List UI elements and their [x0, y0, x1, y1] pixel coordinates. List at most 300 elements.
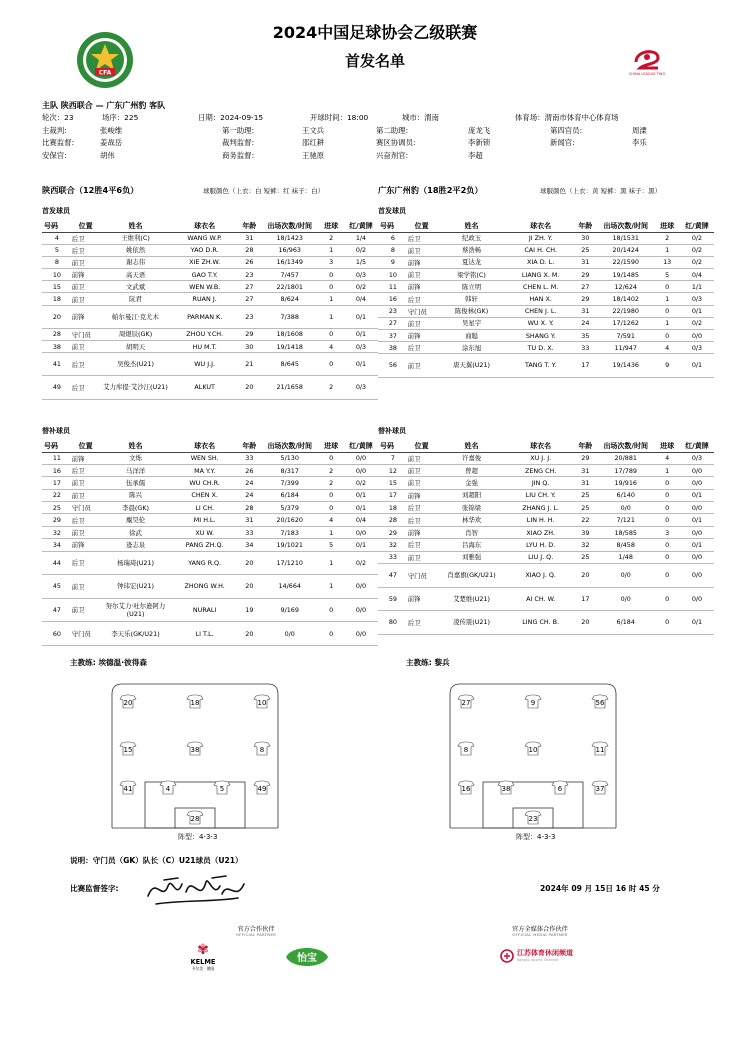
- col-position: 前卫: [72, 477, 100, 489]
- col-goals: 4: [654, 342, 680, 354]
- cfa-logo: [75, 30, 135, 90]
- jersey-number: 38: [501, 785, 511, 793]
- col-shirt-name: CHEN X.: [172, 489, 238, 501]
- away-player-shirt: [552, 781, 568, 794]
- away-team-title: 广东广州豹（18胜2平2负）: [378, 185, 483, 195]
- table-header-row: [42, 440, 378, 452]
- col-number: 32: [378, 539, 408, 551]
- col-cards: 0/0: [680, 464, 714, 476]
- table-row: [378, 232, 714, 244]
- jersey-number: 8: [463, 746, 469, 754]
- col-apps: 8/645: [261, 353, 318, 376]
- col-position: 前卫: [72, 598, 100, 622]
- col-cards: 0/0: [344, 452, 378, 464]
- col-position: 前卫: [408, 452, 436, 464]
- col-name: 钟玮宏(U21): [99, 575, 171, 599]
- away-player-shirt: [498, 781, 514, 794]
- col-position: 后卫: [72, 232, 100, 244]
- table-row: [378, 477, 714, 489]
- jersey-number: 23: [528, 815, 538, 823]
- col-shirt-name: XIAO ZH.: [508, 526, 574, 538]
- col-age: 21: [238, 353, 261, 376]
- col-apps: 6/184: [597, 611, 654, 635]
- doping-officer-label: 兴奋剂官:: [376, 150, 409, 160]
- jersey-number: 10: [257, 699, 267, 707]
- table-row: [42, 489, 378, 501]
- table-row: [378, 539, 714, 551]
- col-cards: 0/4: [344, 293, 378, 305]
- col-goals: 0: [654, 587, 680, 611]
- col-cards: 0/0: [344, 526, 378, 538]
- jiangsu-sports-logo: [500, 946, 590, 970]
- col-cards: 0/2: [680, 256, 714, 268]
- col-apps: 16/1349: [261, 256, 318, 268]
- col-goals: 1: [318, 305, 344, 328]
- col-goals: 0: [318, 502, 344, 514]
- col-age: 22: [574, 514, 597, 526]
- col-age: 20: [238, 376, 261, 399]
- col-cards: 0/0: [680, 502, 714, 514]
- match-date: 日期：2024-09-15: [198, 113, 264, 122]
- away-kit-colors: 球服颜色（上衣：黄 短裤：黑 袜子：黑）: [540, 187, 662, 195]
- col-apps: 16/963: [261, 244, 318, 256]
- col-cards: 0/2: [344, 281, 378, 293]
- media-partner-sublabel: OFFICIAL MEDIA PARTNER: [512, 932, 568, 937]
- col-age: 26: [238, 464, 261, 476]
- jersey-number: 20: [123, 699, 133, 707]
- press-officer-label: 新闻官:: [550, 138, 575, 147]
- col-position: 前卫: [408, 464, 436, 476]
- col-name: 蔡浩畅: [435, 244, 507, 256]
- col-name: 商聪: [435, 330, 507, 342]
- away-player-shirt: [458, 742, 474, 755]
- col-age: 33: [574, 342, 597, 354]
- col-apps: 8/458: [597, 539, 654, 551]
- col-shirt-name: ZHANG J. L.: [508, 502, 574, 514]
- col-name-header: 姓名: [435, 220, 507, 232]
- col-name-header: 姓名: [99, 440, 171, 452]
- col-apps: 19/916: [597, 477, 654, 489]
- col-shirt-name: ZENG CH.: [508, 464, 574, 476]
- col-number-header: 号码: [42, 220, 72, 232]
- col-apps: 8/624: [261, 293, 318, 305]
- col-apps: 17/1210: [261, 551, 318, 575]
- col-age-header: 年龄: [574, 220, 597, 232]
- col-goals: 13: [654, 256, 680, 268]
- col-age: 24: [238, 477, 261, 489]
- col-age: 25: [574, 551, 597, 563]
- col-number: 41: [42, 353, 72, 376]
- table-row: [42, 598, 378, 622]
- jiangsu-sports-subtext: Jiangsu Sports Channel: [517, 958, 559, 962]
- home-team-title: 陕西联合（12胜4平6负）: [42, 185, 139, 195]
- col-position: 前锋: [72, 269, 100, 281]
- col-cards: 0/0: [344, 464, 378, 476]
- col-cards: 0/1: [680, 611, 714, 635]
- col-apps: 7/457: [261, 269, 318, 281]
- col-apps: 19/1485: [597, 269, 654, 281]
- col-name: 曾超: [435, 464, 507, 476]
- col-age: 39: [574, 526, 597, 538]
- home-coach: 主教练: 埃德温·彼得森: [70, 658, 147, 667]
- col-name: 陈立明: [435, 281, 507, 293]
- col-position: 前卫: [408, 477, 436, 489]
- col-cards: 0/0: [680, 477, 714, 489]
- table-row: [378, 293, 714, 305]
- col-shirt-name: LIU J. Q.: [508, 551, 574, 563]
- table-row: [42, 269, 378, 281]
- col-shirt-name: TANG T. Y.: [508, 354, 574, 377]
- jersey-number: 6: [557, 785, 563, 793]
- col-age: 25: [574, 244, 597, 256]
- col-apps-header: 出场次数/时间: [261, 220, 318, 232]
- col-position: 后卫: [408, 232, 436, 244]
- page-title: 2024中国足球协会乙级联赛: [272, 23, 478, 42]
- col-age: 20: [574, 611, 597, 635]
- col-cards: 0/2: [680, 232, 714, 244]
- col-number: 7: [378, 452, 408, 464]
- col-name: 艾楚维(U21): [435, 587, 507, 611]
- league-logo: [628, 44, 666, 76]
- col-goals: 2: [318, 477, 344, 489]
- press-officer-name: 李乐: [632, 138, 647, 147]
- col-number: 16: [42, 464, 72, 476]
- col-age: 23: [238, 305, 261, 328]
- home-goalkeeper-shirt: [187, 811, 203, 824]
- home-starters-label: 首发球员: [42, 207, 70, 215]
- col-apps-header: 出场次数/时间: [597, 220, 654, 232]
- col-apps-header: 出场次数/时间: [597, 440, 654, 452]
- table-row: [42, 464, 378, 476]
- table-row: [378, 256, 714, 268]
- col-number: 27: [378, 317, 408, 329]
- col-shirt-name: LI T.L.: [172, 622, 238, 646]
- col-number: 15: [378, 477, 408, 489]
- col-age: 31: [574, 256, 597, 268]
- signature-time: 2024年 09 月 15日 16 时 45 分: [540, 884, 660, 893]
- col-number: 28: [42, 328, 72, 340]
- col-shirt-name: LYU H. D.: [508, 539, 574, 551]
- col-cards: 0/1: [680, 514, 714, 526]
- jersey-number: 18: [190, 699, 200, 707]
- col-goals: 0: [654, 611, 680, 635]
- col-goals: 1: [318, 551, 344, 575]
- table-row: [378, 317, 714, 329]
- col-number: 29: [378, 526, 408, 538]
- col-shirt-name-header: 球衣名: [508, 220, 574, 232]
- col-shirt-name: WU X. Y.: [508, 317, 574, 329]
- col-shirt-name: JIN Q.: [508, 477, 574, 489]
- col-position: 后卫: [72, 353, 100, 376]
- col-apps: 18/585: [597, 526, 654, 538]
- col-shirt-name: WEN W.B.: [172, 281, 238, 293]
- col-apps: 1/48: [597, 551, 654, 563]
- col-cards: 0/0: [344, 598, 378, 622]
- col-age: 27: [238, 293, 261, 305]
- col-goals: 1: [318, 244, 344, 256]
- col-goals: 0: [654, 564, 680, 588]
- kelme-paw-icon: ✾: [197, 942, 209, 958]
- col-age: 29: [574, 293, 597, 305]
- col-age: 23: [238, 269, 261, 281]
- jersey-number: 16: [461, 785, 471, 793]
- commissioner-signature: [142, 866, 252, 910]
- match-teams-line: 主队 陕西联合 — 广东广州豹 客队: [42, 101, 166, 110]
- col-position: 后卫: [72, 551, 100, 575]
- col-number: 80: [378, 611, 408, 635]
- col-age: 19: [238, 598, 261, 622]
- table-row: [378, 464, 714, 476]
- col-position: 守门员: [408, 305, 436, 317]
- col-shirt-name: ZHONG W.H.: [172, 575, 238, 599]
- jersey-number: 11: [595, 746, 605, 754]
- col-cards: 0/3: [344, 269, 378, 281]
- table-row: [42, 539, 378, 551]
- col-apps: 7/388: [261, 305, 318, 328]
- col-name: 吴星宇: [435, 317, 507, 329]
- col-position: 前卫: [408, 551, 436, 563]
- col-apps: 0/0: [597, 564, 654, 588]
- col-name: 陈俊林(GK): [435, 305, 507, 317]
- col-shirt-name-header: 球衣名: [508, 440, 574, 452]
- col-goals: 4: [654, 452, 680, 464]
- col-goals: 1: [654, 317, 680, 329]
- col-name: 涂东旭: [435, 342, 507, 354]
- col-position: 前卫: [408, 317, 436, 329]
- col-name: 胡明天: [99, 340, 171, 352]
- table-row: [42, 526, 378, 538]
- table-row: [42, 244, 378, 256]
- kelme-subtext: 卡尔美 · 德国: [191, 966, 215, 971]
- media-partner-label: 官方全媒体合作伙伴: [512, 926, 568, 933]
- col-goals: 0: [318, 269, 344, 281]
- col-apps: 7/591: [597, 330, 654, 342]
- commercial-name: 王驰原: [302, 150, 325, 160]
- col-number: 59: [378, 587, 408, 611]
- col-apps: 0/0: [261, 622, 318, 646]
- ar2-name: 庞龙飞: [468, 125, 491, 135]
- col-apps: 17/1262: [597, 317, 654, 329]
- col-goals: 0: [318, 353, 344, 376]
- venue-coordinator-label: 赛区协调员:: [376, 138, 416, 147]
- col-goals: 5: [654, 269, 680, 281]
- col-apps: 20/1424: [597, 244, 654, 256]
- col-age: 26: [238, 256, 261, 268]
- col-position-header: 位置: [72, 220, 100, 232]
- col-shirt-name: LI CH.: [172, 502, 238, 514]
- col-apps: 17/789: [597, 464, 654, 476]
- referee-label: 主裁判:: [42, 125, 67, 135]
- col-number: 10: [42, 269, 72, 281]
- home-player-shirt: [120, 781, 136, 794]
- col-number: 17: [378, 489, 408, 501]
- col-shirt-name: AI CH. W.: [508, 587, 574, 611]
- col-shirt-name: XIE ZH.W.: [172, 256, 238, 268]
- col-number: 25: [42, 502, 72, 514]
- table-row: [378, 551, 714, 563]
- col-shirt-name: WU J.J.: [172, 353, 238, 376]
- col-goals: 0: [318, 489, 344, 501]
- col-cards: 0/2: [680, 317, 714, 329]
- col-name: 金强: [435, 477, 507, 489]
- col-goals: 1: [318, 293, 344, 305]
- col-goals-header: 进球: [654, 220, 680, 232]
- col-goals: 1: [654, 464, 680, 476]
- col-age-header: 年龄: [574, 440, 597, 452]
- col-age: 25: [574, 489, 597, 501]
- col-age: 17: [574, 354, 597, 377]
- col-shirt-name: WU CH.R.: [172, 477, 238, 489]
- table-row: [42, 502, 378, 514]
- table-row: [378, 489, 714, 501]
- col-cards: 1/1: [680, 281, 714, 293]
- table-row: [42, 328, 378, 340]
- col-cards: 0/1: [344, 539, 378, 551]
- col-number: 34: [42, 539, 72, 551]
- home-subs-table: [42, 440, 378, 646]
- col-goals: 3: [318, 256, 344, 268]
- away-goalkeeper-shirt: [525, 811, 541, 824]
- col-name: 凌传震(U21): [435, 611, 507, 635]
- col-number: 8: [378, 244, 408, 256]
- home-kit-colors: 球服颜色（上衣：白 短裤：红 袜子：白）: [203, 187, 325, 195]
- legend: 说明：守门员（GK）队长（C）U21球员（U21）: [70, 856, 243, 865]
- col-name: 艾力库提·艾沙江(U21): [99, 376, 171, 399]
- col-position-header: 位置: [408, 440, 436, 452]
- col-cards: 0/2: [344, 244, 378, 256]
- col-number: 28: [378, 514, 408, 526]
- col-name: 努尔艾力·吐尔逊阿力(U21): [99, 598, 171, 622]
- col-age: 25: [574, 502, 597, 514]
- col-shirt-name: WEN SH.: [172, 452, 238, 464]
- col-number: 22: [42, 489, 72, 501]
- away-subs-table: [378, 440, 714, 635]
- home-player-shirt: [120, 695, 136, 708]
- col-name: 吴俊杰(U21): [99, 353, 171, 376]
- col-shirt-name-header: 球衣名: [172, 220, 238, 232]
- col-number: 5: [42, 244, 72, 256]
- col-age: 30: [574, 232, 597, 244]
- col-number: 23: [378, 305, 408, 317]
- page-subtitle: 首发名单: [344, 52, 405, 70]
- jersey-number: 10: [528, 746, 538, 754]
- col-age: 20: [238, 622, 261, 646]
- city: 城市：渭南: [402, 113, 439, 122]
- col-position: 前锋: [408, 587, 436, 611]
- col-position: 前锋: [408, 330, 436, 342]
- col-name: 刘超阳: [435, 489, 507, 501]
- col-goals: 4: [318, 340, 344, 352]
- col-position: 前卫: [72, 489, 100, 501]
- commercial-label: 商务监督:: [222, 150, 255, 160]
- away-coach: 主教练: 黎兵: [406, 658, 450, 667]
- table-row: [378, 502, 714, 514]
- col-name: 阮君: [99, 293, 171, 305]
- col-apps: 19/1436: [597, 354, 654, 377]
- col-cards: 0/0: [680, 330, 714, 342]
- col-shirt-name: XIAO J. Q.: [508, 564, 574, 588]
- col-shirt-name: SHANG Y.: [508, 330, 574, 342]
- col-shirt-name: JI ZH. Y.: [508, 232, 574, 244]
- col-age: 31: [574, 464, 597, 476]
- col-number-header: 号码: [42, 440, 72, 452]
- away-subs-label: 替补球员: [378, 427, 406, 435]
- table-row: [378, 342, 714, 354]
- col-age: 29: [238, 328, 261, 340]
- col-cards: 0/4: [344, 514, 378, 526]
- col-cards: 0/1: [680, 539, 714, 551]
- col-cards-header: 红/黄牌: [344, 440, 378, 452]
- col-apps: 5/130: [261, 452, 318, 464]
- table-row: [378, 281, 714, 293]
- security-label: 安保官:: [42, 150, 67, 160]
- col-cards: 0/0: [680, 551, 714, 563]
- table-row: [378, 514, 714, 526]
- col-name: 文烁: [99, 452, 171, 464]
- ref-assessor-label: 裁判监督:: [222, 138, 255, 147]
- col-goals: 5: [318, 539, 344, 551]
- col-apps: 21/1658: [261, 376, 318, 399]
- col-name-header: 姓名: [99, 220, 171, 232]
- col-age: 30: [238, 340, 261, 352]
- col-age: 20: [238, 575, 261, 599]
- table-row: [42, 293, 378, 305]
- col-cards: 0/0: [680, 587, 714, 611]
- table-row: [42, 622, 378, 646]
- col-age-header: 年龄: [238, 440, 261, 452]
- col-apps: 18/1531: [597, 232, 654, 244]
- col-age: 31: [574, 305, 597, 317]
- table-row: [42, 353, 378, 376]
- col-position: 前卫: [408, 244, 436, 256]
- col-name: 帕尔曼江·克尤木: [99, 305, 171, 328]
- col-name: 刘雅强: [435, 551, 507, 563]
- col-age: 17: [574, 587, 597, 611]
- home-player-shirt: [187, 742, 203, 755]
- table-row: [378, 564, 714, 588]
- col-goals: 0: [318, 598, 344, 622]
- jiangsu-sports-wordmark: 江苏体育休闲频道: [517, 949, 573, 957]
- away-player-shirt: [525, 695, 541, 708]
- col-goals: 0: [318, 622, 344, 646]
- away-player-shirt: [592, 742, 608, 755]
- home-formation-pitch: [110, 682, 280, 830]
- jersey-number: 56: [595, 699, 605, 707]
- col-age: 28: [238, 502, 261, 514]
- col-shirt-name-header: 球衣名: [172, 440, 238, 452]
- col-apps: 18/1608: [261, 328, 318, 340]
- col-goals-header: 进球: [318, 220, 344, 232]
- col-position: 守门员: [72, 328, 100, 340]
- col-name: 徐武: [99, 526, 171, 538]
- col-goals: 0: [318, 281, 344, 293]
- col-number: 17: [42, 477, 72, 489]
- home-player-shirt: [254, 781, 270, 794]
- kelme-logo: [186, 942, 220, 972]
- col-cards: 0/1: [344, 353, 378, 376]
- col-apps: 11/947: [597, 342, 654, 354]
- col-shirt-name: XU J. J.: [508, 452, 574, 464]
- col-age: 29: [574, 269, 597, 281]
- col-goals: 0: [654, 489, 680, 501]
- col-apps: 22/1801: [261, 281, 318, 293]
- col-goals: 0: [318, 328, 344, 340]
- col-position: 前卫: [408, 354, 436, 377]
- away-starters-table: [378, 220, 714, 378]
- away-starters-label: 首发球员: [378, 207, 406, 215]
- jersey-number: 27: [461, 699, 471, 707]
- col-cards-header: 红/黄牌: [344, 220, 378, 232]
